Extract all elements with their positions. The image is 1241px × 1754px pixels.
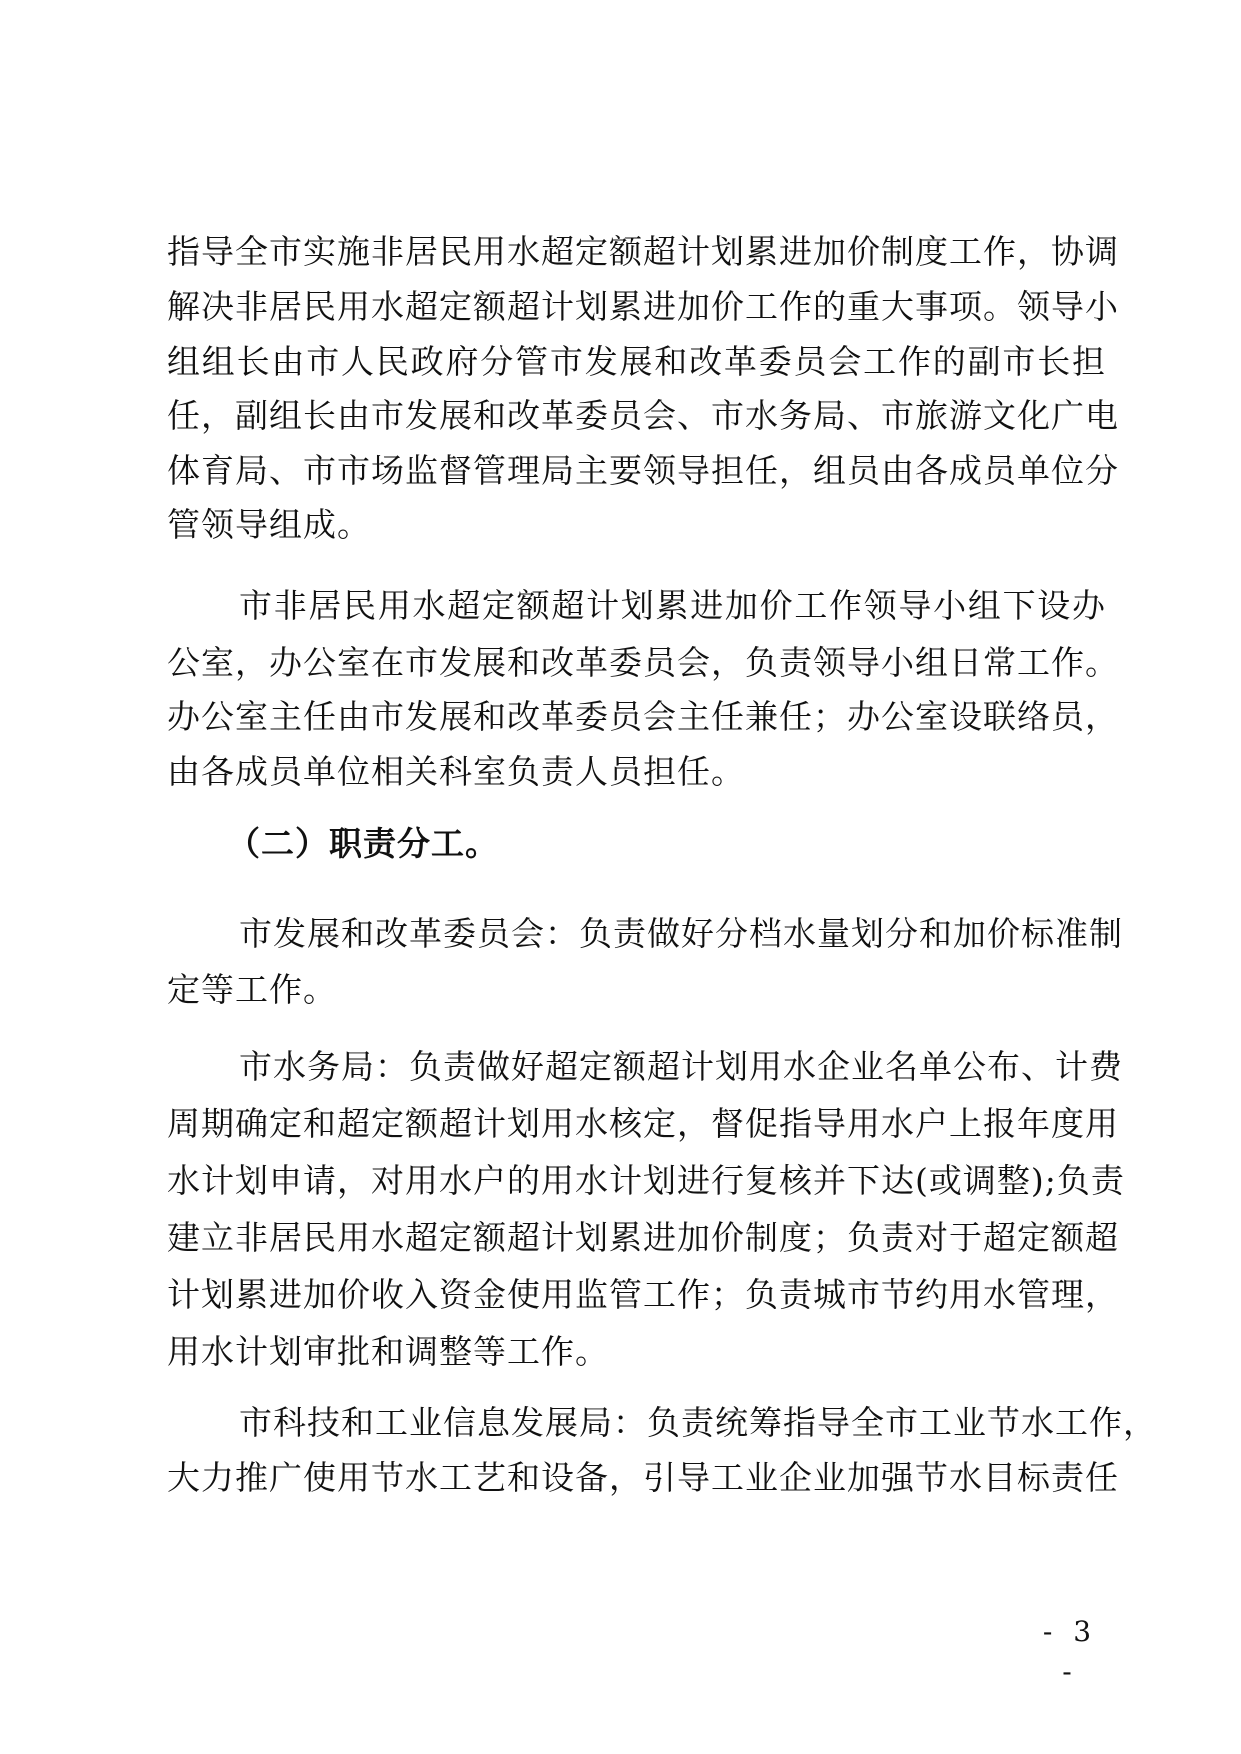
paragraph-line: 组组长由市人民政府分管市发展和改革委员会工作的副市长担 — [167, 342, 1106, 381]
paragraph-line: 公室，办公室在市发展和改革委员会，负责领导小组日常工作。 — [167, 643, 1119, 682]
paragraph-line: 指导全市实施非居民用水超定额超计划累进加价制度工作，协调 — [167, 232, 1119, 271]
paragraph-line: 解决非居民用水超定额超计划累进加价工作的重大事项。领导小 — [167, 287, 1119, 326]
paragraph-line: 市科技和工业信息发展局：负责统筹指导全市工业节水工作， — [239, 1403, 1157, 1442]
paragraph-line: 计划累进加价收入资金使用监管工作；负责城市节约用水管理， — [167, 1275, 1119, 1314]
paragraph-line: 办公室主任由市发展和改革委员会主任兼任；办公室设联络员， — [167, 697, 1119, 736]
paragraph-line: 水计划申请，对用水户的用水计划进行复核并下达(或调整);负责 — [167, 1161, 1125, 1200]
paragraph-line: 管领导组成。 — [167, 505, 371, 544]
page-number: - 3 - — [1042, 1615, 1098, 1688]
paragraph-line: 市发展和改革委员会：负责做好分档水量划分和加价标准制 — [239, 914, 1123, 953]
paragraph-line: 建立非居民用水超定额超计划累进加价制度；负责对于超定额超 — [167, 1218, 1119, 1257]
paragraph-line: 体育局、市市场监督管理局主要领导担任，组员由各成员单位分 — [167, 451, 1119, 490]
paragraph-line: 周期确定和超定额超计划用水核定，督促指导用水户上报年度用 — [167, 1104, 1119, 1143]
paragraph-line: 市水务局：负责做好超定额超计划用水企业名单公布、计费 — [239, 1047, 1123, 1086]
paragraph-line: 由各成员单位相关科室负责人员担任。 — [167, 752, 745, 791]
paragraph-line: 任，副组长由市发展和改革委员会、市水务局、市旅游文化广电 — [167, 396, 1119, 435]
paragraph-line: 定等工作。 — [167, 970, 337, 1009]
paragraph-line: 用水计划审批和调整等工作。 — [167, 1332, 609, 1371]
section-heading: （二）职责分工。 — [227, 824, 499, 863]
paragraph-line: 市非居民用水超定额超计划累进加价工作领导小组下设办 — [239, 586, 1106, 625]
paragraph-line: 大力推广使用节水工艺和设备，引导工业企业加强节水目标责任 — [167, 1458, 1119, 1497]
